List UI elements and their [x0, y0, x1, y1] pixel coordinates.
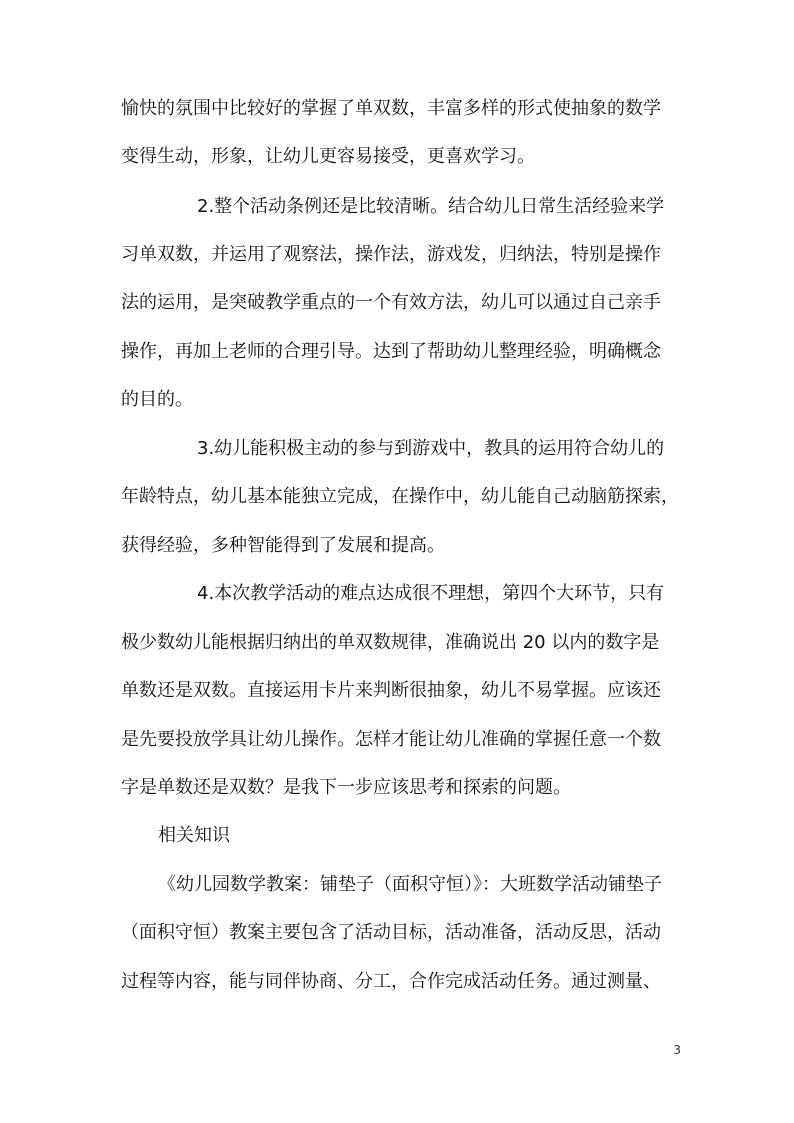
- text-line: 字是单数还是双数？是我下一步应该思考和探索的问题。: [121, 777, 571, 798]
- text-line: 单数还是双数。直接运用卡片来判断很抽象，幼儿不易掌握。应该还: [121, 680, 661, 701]
- text-line: 过程等内容，能与同伴协商、分工，合作完成活动任务。通过测量、: [121, 971, 661, 992]
- text-line: 变得生动，形象，让幼儿更容易接受，更喜欢学习。: [121, 146, 535, 167]
- text-line: 年龄特点，幼儿基本能独立完成，在操作中，幼儿能自己动脑筋探索，: [121, 486, 679, 507]
- text-line: 极少数幼儿能根据归纳出的单双数规律，准确说出 20 以内的数字是: [121, 632, 660, 653]
- text-line: 是先要投放学具让幼儿操作。怎样才能让幼儿准确的掌握任意一个数: [121, 729, 661, 750]
- section-heading: 相关知识: [158, 825, 230, 846]
- text-line: 的目的。: [121, 389, 193, 410]
- page-number: 3: [673, 1043, 681, 1057]
- text-line: 习单双数，并运用了观察法，操作法，游戏发，归纳法，特别是操作: [121, 244, 661, 265]
- text-line: 获得经验，多种智能得到了发展和提高。: [121, 535, 445, 556]
- paragraph-2-start: 2.整个活动条例还是比较清晰。结合幼儿日常生活经验来学: [197, 196, 665, 217]
- text-line: 愉快的氛围中比较好的掌握了单双数，丰富多样的形式使抽象的数学: [121, 98, 661, 119]
- text-line: 法的运用，是突破教学重点的一个有效方法，幼儿可以通过自己亲手: [121, 292, 661, 313]
- related-paragraph-start: 《幼儿园数学教案：铺垫子（面积守恒）》：大班数学活动铺垫子: [158, 874, 662, 895]
- paragraph-3-start: 3.幼儿能积极主动的参与到游戏中，教具的运用符合幼儿的: [197, 438, 665, 459]
- text-line: （面积守恒）教案主要包含了活动目标，活动准备，活动反思，活动: [121, 922, 661, 943]
- text-line: 操作，再加上老师的合理引导。达到了帮助幼儿整理经验，明确概念: [121, 341, 661, 362]
- paragraph-4-start: 4.本次教学活动的难点达成很不理想，第四个大环节，只有: [197, 583, 665, 604]
